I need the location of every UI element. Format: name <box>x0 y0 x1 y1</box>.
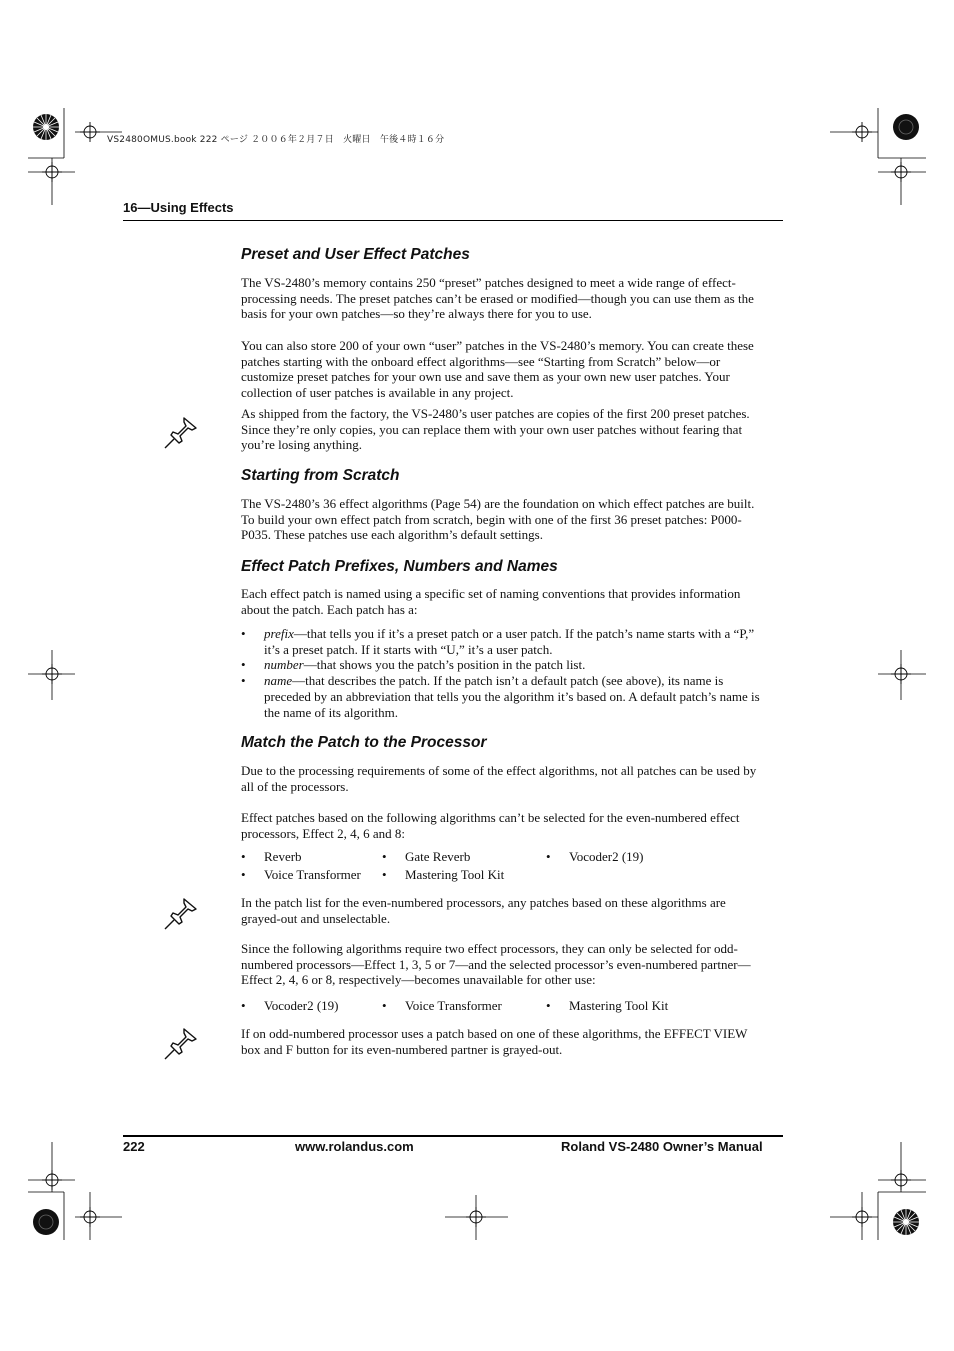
header-rule <box>123 220 783 221</box>
crosshair-icon <box>466 1207 486 1227</box>
algorithm-item: • Voice Transformer <box>241 867 361 883</box>
registration-wheel-icon <box>893 1209 919 1235</box>
crosshair-icon <box>42 1170 62 1190</box>
paragraph: The VS-2480’s 36 effect algorithms (Page 54) are the foundation on which effect patches are built. To build your own effect patch from scratch, begin with one of the first 36 preset patches: P000-P035. These patches use each algorithm’s default settings. <box>241 496 755 543</box>
registration-wheel-icon <box>33 1209 59 1235</box>
paragraph: Each effect patch is named using a specific set of naming conventions that provides information about the patch. Each patch has a: <box>241 586 741 617</box>
crosshair-icon <box>42 162 62 182</box>
registration-wheel-icon <box>893 114 919 140</box>
algorithm-item: • Vocoder2 (19) <box>241 998 339 1014</box>
term: prefix <box>264 626 294 641</box>
printer-slug: VS2480OMUS.book 222 ページ ２００６年２月７日 火曜日 午後４時１６分 <box>107 135 445 145</box>
section-heading: Effect Patch Prefixes, Numbers and Names <box>241 558 558 575</box>
paragraph: Due to the processing requirements of some of the effect algorithms, not all patches can be used by all of the processors. <box>241 763 757 794</box>
note-text: As shipped from the factory, the VS-2480’s user patches are copies of the first 200 preset patches. Since they’re only copies, you can replace them with your own user patches without fearing that you’re losing anything. <box>241 406 750 453</box>
list-item <box>241 626 761 657</box>
note-text: If on odd-numbered processor uses a patch based on one of these algorithms, the EFFECT VIEW box and F button for its even-numbered partner is grayed-out. <box>241 1026 748 1057</box>
algorithm-item: • Vocoder2 (19) <box>546 849 644 865</box>
crosshair-icon <box>42 664 62 684</box>
algorithm-item: • Mastering Tool Kit <box>382 867 504 883</box>
paragraph: The VS-2480’s memory contains 250 “preset” patches designed to meet a wide range of effect-processing needs. The preset patches can’t be erased or modified—though you can use them as the basis for your own patches—so they’re always there for you to use. <box>241 275 754 322</box>
crosshair-icon <box>891 162 911 182</box>
pushpin-note-icon <box>162 895 200 931</box>
footer-url[interactable]: www.rolandus.com <box>295 1139 414 1154</box>
list-item <box>241 657 761 673</box>
paragraph: Since the following algorithms require two effect processors, they can only be selected for odd-numbered processors—Effect 1, 3, 5 or 7—and the selected processor’s even-numbered partner—Effect 2, 4, 6 or 8, respectively—becomes unavailable for other use: <box>241 941 751 988</box>
item-text: —that describes the patch. If the patch isn’t a default patch (see above), its name is preceded by an abbreviation that tells you the algorithm it’s based on. A default patch’s name is the name of its algorithm. <box>264 673 760 720</box>
term: name <box>264 673 293 689</box>
algorithm-item: • Gate Reverb <box>382 849 470 865</box>
algorithm-item: • Voice Transformer <box>382 998 502 1014</box>
algorithm-item: • Reverb <box>241 849 302 865</box>
crosshair-icon <box>891 1170 911 1190</box>
term: number <box>264 657 304 673</box>
list-item <box>241 673 761 720</box>
page-number: 222 <box>123 1139 145 1154</box>
paragraph: Effect patches based on the following algorithms can’t be selected for the even-numbered effect processors, Effect 2, 4, 6 and 8: <box>241 810 740 841</box>
item-text: —that tells you if it’s a preset patch or a user patch. If the patch’s name starts with a “P,” it’s a preset patch. If it starts with “U,” it’s a user patch. <box>264 626 755 657</box>
crosshair-icon <box>852 1207 872 1227</box>
footer-rule <box>123 1135 783 1137</box>
bullet-list <box>241 626 761 720</box>
crosshair-icon <box>80 1207 100 1227</box>
item-text: —that shows you the patch’s position in the patch list. <box>303 657 586 673</box>
crosshair-icon <box>852 122 872 142</box>
crosshair-icon <box>891 664 911 684</box>
section-heading: Preset and User Effect Patches <box>241 246 470 263</box>
crosshair-icon <box>80 122 100 142</box>
footer-manual-title: Roland VS-2480 Owner’s Manual <box>561 1139 763 1154</box>
algorithm-item: • Mastering Tool Kit <box>546 998 668 1014</box>
registration-wheel-icon <box>33 114 59 140</box>
paragraph: You can also store 200 of your own “user” patches in the VS-2480’s memory. You can create these patches starting with the onboard effect algorithms—see “Starting from Scratch” below—or customize preset patches for your own use and save them as your own new user patches. Your collection of user patches is available in any project. <box>241 338 754 401</box>
section-heading: Match the Patch to the Processor <box>241 734 487 751</box>
section-heading: Starting from Scratch <box>241 467 400 484</box>
pushpin-note-icon <box>162 1025 200 1061</box>
note-text: In the patch list for the even-numbered processors, any patches based on these algorithms are grayed-out and unselectable. <box>241 895 726 926</box>
running-head: 16—Using Effects <box>123 200 234 215</box>
pushpin-note-icon <box>162 414 200 450</box>
